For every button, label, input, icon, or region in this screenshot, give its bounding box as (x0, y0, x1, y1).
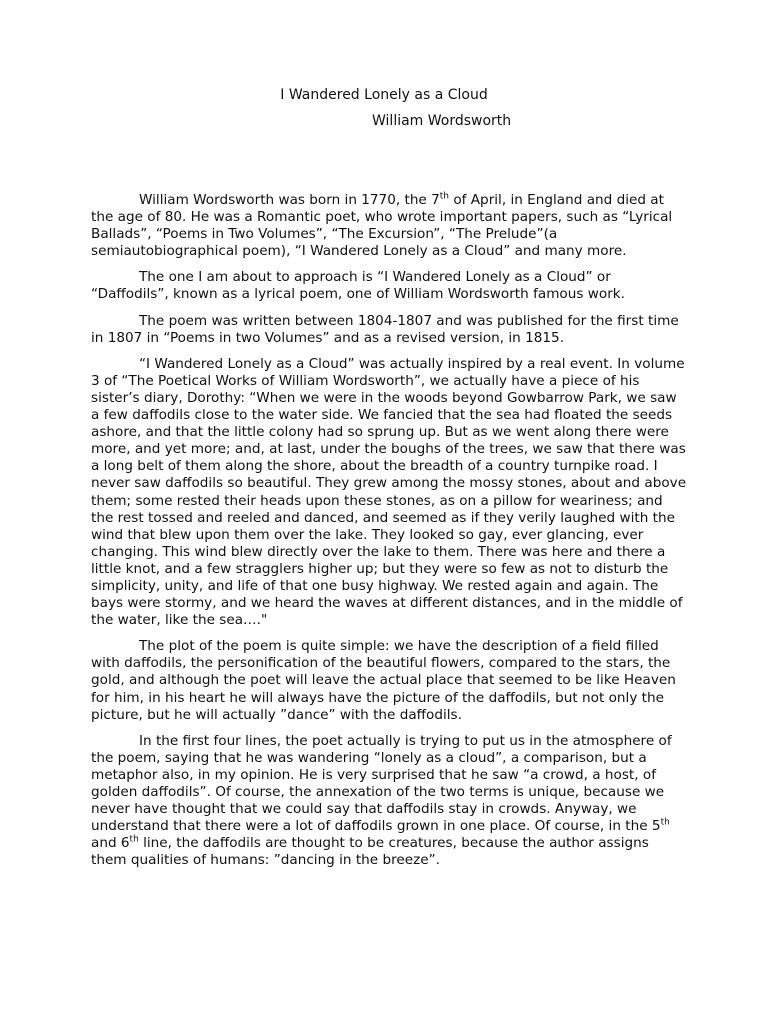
paragraph-analysis: In the first four lines, the poet actually is trying to put us in the atmosphere of the poem, saying that he was wandering “lonely as a cloud”, a comparison, but a metaphor also, in my opinion. He is very surprised that he saw “a crowd, a host, of golden daffodils”. Of course, the annexation of the two terms is unique, because we never have thought that we could say that daffodils stay in crowds. Anyway, we understand that there were a lot of daffodils grown in one place. Of course, in the 5th and 6th line, the daffodils are thought to be creatures, because the author assigns them qualities of humans: ”dancing in the breeze”. (91, 732, 672, 869)
paragraph-biography: William Wordsworth was born in 1770, the 7th of April, in England and died at the age of 80. He was a Romantic poet, who wrote important papers, such as “Lyrical Ballads”, “Poems in Two Volumes”, “The Excursion”, “The Prelude”(a semiautobiographical poem), “I Wandered Lonely as a Cloud” and many more. (91, 191, 673, 260)
paragraph-plot: The plot of the poem is quite simple: we have the description of a field filled with daffodils, the personification of the beautiful flowers, compared to the stars, the gold, and although the poet will leave the actual place that seemed to be like Heaven for him, in his heart he will always have the picture of the daffodils, but not only the picture, but he will actually ”dance” with the daffodils. (91, 638, 676, 723)
document-body (91, 192, 687, 878)
paragraph-publication: The poem was written between 1804-1807 and was published for the first time in 1807 in “Poems in two Volumes” and as a revised version, in 1815. (91, 312, 679, 346)
paragraph-inspiration: “I Wandered Lonely as a Cloud” was actually inspired by a real event. In volume 3 of “The Poetical Works of William Wordsworth”, we actually have a piece of his sister’s diary, Dorothy: “When we were in the woods beyond Gowbarrow Park, we saw a few daffodils close to the water side. We fancied that the sea had floated the seeds ashore, and that the little colony had so sprung up. But as we went along there were more, and yet more; and, at last, under the boughs of the trees, we saw that there was a long belt of them along the shore, about the breadth of a country turnpike road. I never saw daffodils so beautiful. They grew among the mossy stones, about and above them; some rested their heads upon these stones, as on a pillow for weariness; and the rest tossed and reeled and danced, and seemed as if they verily laughed with the wind that blew upon them over the lake. They looked so gay, ever glancing, ever changing. This wind blew directly over the lake to them. There was here and there a little knot, and a few stragglers higher up; but they were so few as not to disturb the simplicity, unity, and life of that one busy highway. We rested again and again. The bays were stormy, and we heard the waves at different distances, and in the middle of the water, like the sea…." (91, 355, 687, 629)
paragraph-introduction: The one I am about to approach is “I Wandered Lonely as a Cloud” or “Daffodils”, known as a lyrical poem, one of William Wordsworth famous work. (91, 269, 625, 303)
document-title: I Wandered Lonely as a Cloud (280, 87, 488, 103)
document-author: William Wordsworth (372, 113, 512, 129)
